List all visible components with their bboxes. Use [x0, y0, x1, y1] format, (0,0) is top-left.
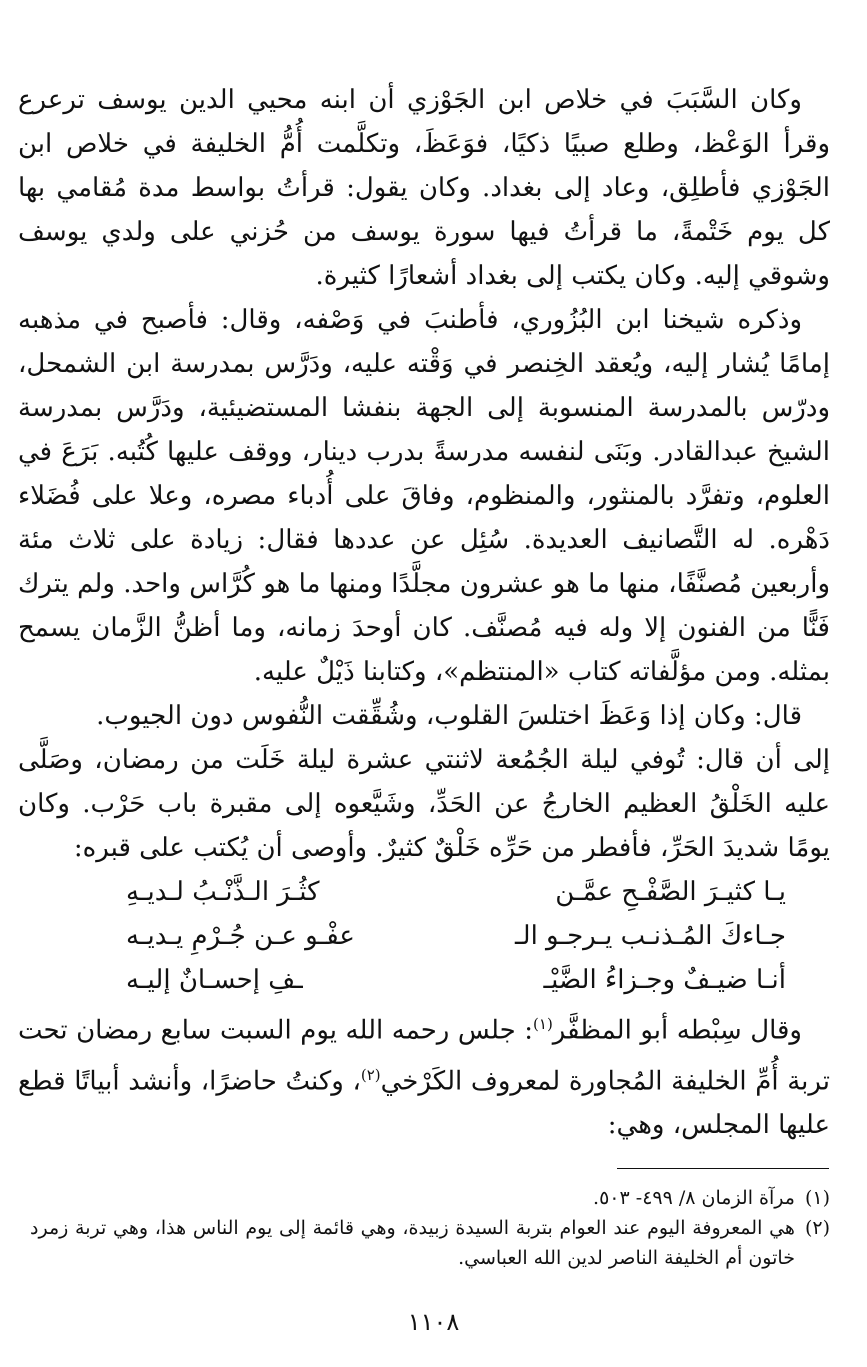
footnote-divider: [617, 1168, 829, 1169]
verse-second-hemistich: عفْـو عـن جُـرْمِ يـديـه: [126, 921, 355, 951]
verse-line: [126, 914, 786, 958]
paragraph-2: وذكره شيخنا ابن البُزُوري، فأطنبَ في وَصْفه، وقال: فأصبح في مذهبه إمامًا يُشار إليه، ويُعقد الخِنصر في وَقْته عليه، ودَرَّس بمدرسة ابن الشمحل، ودرّس بالمدرسة المنسوبة إلى الجهة بنفشا المستضيئية، ودَرَّس بمدرسة الشيخ عبدالقادر. وبَنَى لنفسه مدرسةً بدرب دينار، ووقف عليها كُتُبه. بَرَعَ في العلوم، وتفرَّد بالمنثور، والمنظوم، وفاقَ على أُدباء مصره، وعلا على فُضَلاء دَهْره. له التَّصانيف العديدة. سُئِل عن عددها فقال: زيادة على ثلاث مئة وأربعين مُصنَّفًا، منها ما هو عشرون مجلَّدًا ومنها ما هو كُرَّاس واحد. ولم يترك فَنًّا من الفنون إلا وله فيه مُصنَّف. كان أوحدَ زمانه، وما أظنُّ الزَّمان يسمح بمثله. ومن مؤلَّفاته كتاب «المنتظم»، وكتابنا ذَيْلٌ عليه.: [18, 305, 830, 687]
verse-second-hemistich: كثُـرَ الـذَّنْـبُ لـديـهِ: [126, 877, 320, 907]
verse-line: [126, 870, 786, 914]
closing-text-3: ، وكنتُ حاضرًا، وأنشد أبياتًا قطع عليها المجلس، وهي:: [18, 1066, 830, 1141]
paragraph-4: إلى أن قال: تُوفي ليلة الجُمُعة لاثنتي عشرة ليلة خَلَت من رمضان، وصَلَّى عليه الخَلْقُ العظيم الخارجُ عن الحَدِّ، وشَيَّعوه إلى مقبرة باب حَرْب. وكان يومًا شديدَ الحَرِّ، فأفطر من حَرِّه خَلْقٌ كثيرٌ. وأوصى أن يُكتب على قبره:: [18, 745, 830, 863]
verse-first-hemistich: يـا كثيـرَ الصَّفْـحِ عمَّـن: [555, 877, 786, 907]
paragraph-3: قال: وكان إذا وَعَظَ اختلسَ القلوب، وشُقِّقت النُّفوس دون الجيوب.: [96, 701, 802, 731]
closing-text-1: وقال سِبْطه أبو المظفَّر: [552, 1015, 802, 1046]
verse-line: [126, 958, 786, 1002]
verse-second-hemistich: ـفِ إحسـانٌ إليـه: [126, 965, 303, 995]
footnote-item: [30, 1183, 830, 1213]
paragraph-1: وكان السَّبَبَ في خلاص ابن الجَوْزي أن ابنه محيي الدين يوسف ترعرع وقرأ الوَعْظ، وطلع صبيًا ذكيًا، فوَعَظَ، وتكلَّمت أُمُّ الخليفة في خلاص ابن الجَوْزي فأطلِق، وعاد إلى بغداد. وكان يقول: قرأتُ بواسط مدة مُقامي بها كل يوم خَتْمةً، ما قرأتُ فيها سورة يوسف من حُزني على ولدي يوسف وشوقي إليه. وكان يكتب إلى بغداد أشعارًا كثيرة.: [18, 85, 830, 291]
paragraph-closing: [18, 1002, 830, 1147]
poem: [18, 870, 830, 1002]
footnote-ref-1: (١): [533, 1015, 553, 1033]
footnotes: [30, 1183, 830, 1273]
page-number: ١١٠٨: [407, 1308, 460, 1336]
closing-text-2: : جلس رحمه الله يوم السبت سابع رمضان تحت تربة أُمِّ الخليفة المُجاورة لمعروف الكَرْخي: [18, 1015, 830, 1097]
footnote-number: (٢): [804, 1217, 830, 1239]
verse-first-hemistich: أنـا ضيـفٌ وجـزاءُ الضَّيْـ: [543, 965, 786, 995]
footnote-text: هي المعروفة اليوم عند العوام بتربة السيدة زبيدة، وهي قائمة إلى يوم الناس هذا، وهي تربة زمرد خاتون أم الخليفة الناصر لدين الله العباسي.: [30, 1217, 795, 1269]
footnote-item: [30, 1213, 830, 1273]
main-text: [18, 78, 830, 1147]
footnote-text: مرآة الزمان ٨/ ٤٩٩- ٥٠٣.: [593, 1187, 795, 1209]
footnote-number: (١): [804, 1187, 830, 1209]
verse-first-hemistich: جـاءكَ المُـذنـب يـرجـو الـ: [515, 921, 786, 951]
footnote-ref-2: (٢): [360, 1065, 381, 1084]
